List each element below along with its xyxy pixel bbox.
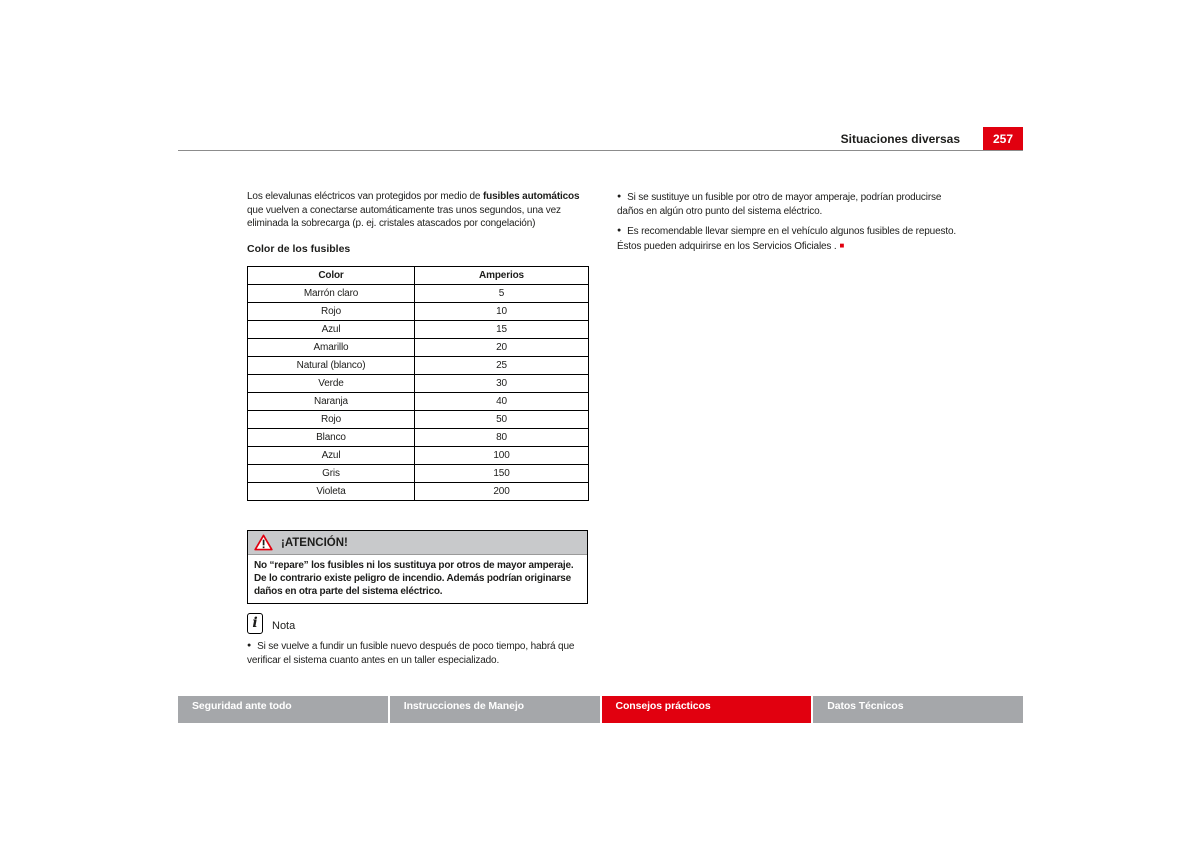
intro-paragraph (247, 190, 594, 231)
note-header (247, 613, 295, 634)
section-title: Situaciones diversas (840, 131, 960, 146)
footer-section-bar (178, 696, 1023, 723)
footer-tab-instrucciones: Instrucciones de Manejo (390, 696, 600, 723)
table-row (248, 465, 589, 483)
column-header-color: Color (248, 267, 415, 285)
cell-color: Verde (248, 375, 415, 393)
intro-text-1: Los elevalunas eléctricos van protegidos por medio de (247, 191, 483, 202)
note-bullet-text: Si se vuelve a fundir un fusible nuevo después de poco tiempo, habrá que verificar el sistema cuanto antes en un taller especializado. (247, 641, 575, 666)
cell-amps: 15 (415, 321, 589, 339)
footer-tab-seguridad: Seguridad ante todo (178, 696, 388, 723)
cell-amps: 200 (415, 483, 589, 501)
cell-color: Naranja (248, 393, 415, 411)
warning-title: ¡ATENCIÓN! (281, 536, 348, 549)
bullet-icon: ● (617, 227, 622, 234)
table-row (248, 483, 589, 501)
bullet-icon: ● (247, 642, 252, 649)
table-row (248, 321, 589, 339)
cell-amps: 10 (415, 303, 589, 321)
cell-color: Rojo (248, 411, 415, 429)
cell-amps: 50 (415, 411, 589, 429)
intro-bold: fusibles automáticos (482, 191, 580, 202)
fuse-color-table (247, 266, 589, 501)
cell-color: Marrón claro (248, 285, 415, 303)
right-bullet-paragraph-1 (617, 190, 967, 218)
right-bullet-paragraph-2 (617, 224, 967, 253)
cell-amps: 20 (415, 339, 589, 357)
header-rule (178, 150, 1023, 151)
section-end-marker: ■ (839, 240, 845, 250)
cell-amps: 25 (415, 357, 589, 375)
cell-amps: 100 (415, 447, 589, 465)
table-row (248, 285, 589, 303)
cell-color: Natural (blanco) (248, 357, 415, 375)
table-row (248, 429, 589, 447)
note-bullet-paragraph (247, 639, 594, 667)
right-bullet-text-2: Es recomendable llevar siempre en el vehículo algunos fusibles de repuesto. Éstos pueden adquirirse en los Servicios Oficiales . (617, 226, 957, 252)
page-number-badge: 257 (983, 127, 1023, 150)
cell-color: Azul (248, 321, 415, 339)
cell-color: Rojo (248, 303, 415, 321)
note-title: Nota (272, 620, 296, 632)
cell-color: Azul (248, 447, 415, 465)
cell-amps: 30 (415, 375, 589, 393)
intro-text-2: que vuelven a conectarse automáticamente tras unos segundos, una vez eliminada la sobrecarga (p. ej. cristales atascados por congelación) (247, 204, 561, 229)
table-row (248, 393, 589, 411)
page-header (178, 127, 1023, 150)
footer-tab-consejos-active: Consejos prácticos (602, 696, 812, 723)
cell-color: Violeta (248, 483, 415, 501)
warning-body-text: No “repare” los fusibles ni los sustituya por otros de mayor amperaje. De lo contrario existe peligro de incendio. Además podrían originarse daños en otra parte del sistema eléctrico. (254, 560, 574, 597)
warning-header (248, 531, 587, 555)
cell-amps: 80 (415, 429, 589, 447)
table-row (248, 303, 589, 321)
warning-triangle-icon (254, 534, 273, 551)
right-bullet-text-1: Si se sustituye un fusible por otro de mayor amperaje, podrían producirse daños en algún otro punto del sistema eléctrico. (617, 192, 942, 217)
cell-amps: 5 (415, 285, 589, 303)
cell-color: Blanco (248, 429, 415, 447)
table-row (248, 375, 589, 393)
column-header-amperios: Amperios (415, 267, 589, 285)
right-column (617, 190, 967, 259)
cell-color: Amarillo (248, 339, 415, 357)
cell-amps: 150 (415, 465, 589, 483)
bullet-icon: ● (617, 193, 622, 200)
cell-color: Gris (248, 465, 415, 483)
table-row (248, 339, 589, 357)
table-row (248, 411, 589, 429)
warning-box (247, 530, 588, 604)
table-header-row (248, 267, 589, 285)
info-icon: i (247, 613, 263, 634)
cell-amps: 40 (415, 393, 589, 411)
fuse-table-title: Color de los fusibles (247, 243, 351, 255)
table-row (248, 447, 589, 465)
table-row (248, 357, 589, 375)
footer-tab-datos: Datos Técnicos (813, 696, 1023, 723)
